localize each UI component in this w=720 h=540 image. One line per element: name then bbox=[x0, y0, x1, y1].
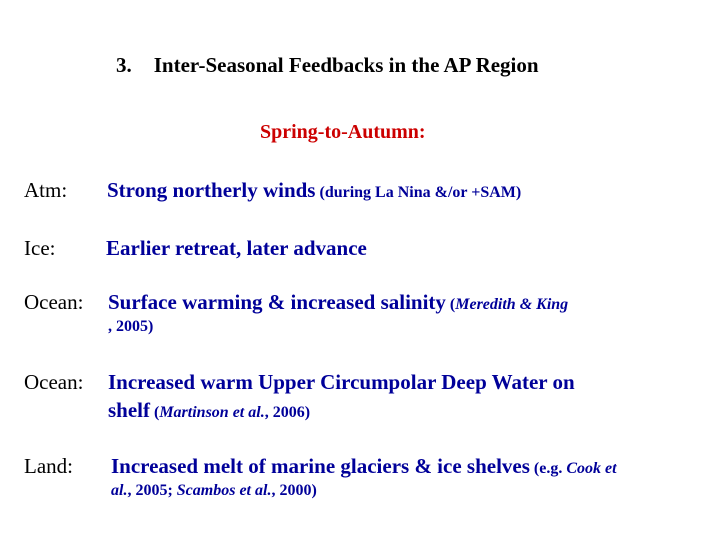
ice-label: Ice: bbox=[24, 236, 56, 260]
slide-title bbox=[116, 53, 539, 78]
ocean2-paren: ( bbox=[154, 404, 160, 421]
land-author1-a: Cook et bbox=[566, 460, 617, 477]
atm-label: Atm: bbox=[24, 178, 68, 202]
land-author1-b: al. bbox=[111, 482, 128, 499]
atm-main: Strong northerly winds bbox=[107, 178, 316, 202]
ocean2-label: Ocean: bbox=[24, 370, 84, 394]
title-text: Inter-Seasonal Feedbacks in the AP Region bbox=[153, 53, 539, 77]
ocean1-paren: ( bbox=[449, 296, 456, 313]
land-year2: , 2000) bbox=[271, 482, 317, 499]
ocean2-year: , 2006) bbox=[264, 404, 311, 421]
atm-text bbox=[107, 178, 521, 203]
ocean1-main: Surface warming & increased salinity bbox=[108, 290, 446, 314]
atm-note: (during La Nina &/or +SAM) bbox=[319, 184, 522, 201]
section-number: 3. bbox=[116, 53, 132, 77]
ocean1-label: Ocean: bbox=[24, 290, 84, 314]
ocean2-line2 bbox=[108, 398, 310, 423]
land-label: Land: bbox=[24, 454, 73, 478]
land-author2: Scambos et al. bbox=[176, 482, 272, 499]
land-year1: , 2005; bbox=[127, 482, 173, 499]
ocean2-main-line1: Increased warm Upper Circumpolar Deep Water on bbox=[108, 370, 575, 394]
slide-subtitle: Spring-to-Autumn: bbox=[260, 121, 426, 143]
ocean1-text bbox=[108, 290, 568, 315]
ocean1-year: , 2005) bbox=[108, 318, 154, 335]
land-eg: (e.g. bbox=[533, 460, 563, 477]
land-line2 bbox=[111, 482, 317, 500]
ocean2-main-line2: shelf bbox=[108, 398, 150, 422]
land-main: Increased melt of marine glaciers & ice shelves bbox=[111, 454, 530, 478]
land-text bbox=[111, 454, 617, 479]
ocean2-author: Martinson et al. bbox=[159, 404, 265, 421]
ocean1-author: Meredith & King bbox=[455, 296, 569, 313]
ice-main: Earlier retreat, later advance bbox=[106, 236, 367, 260]
